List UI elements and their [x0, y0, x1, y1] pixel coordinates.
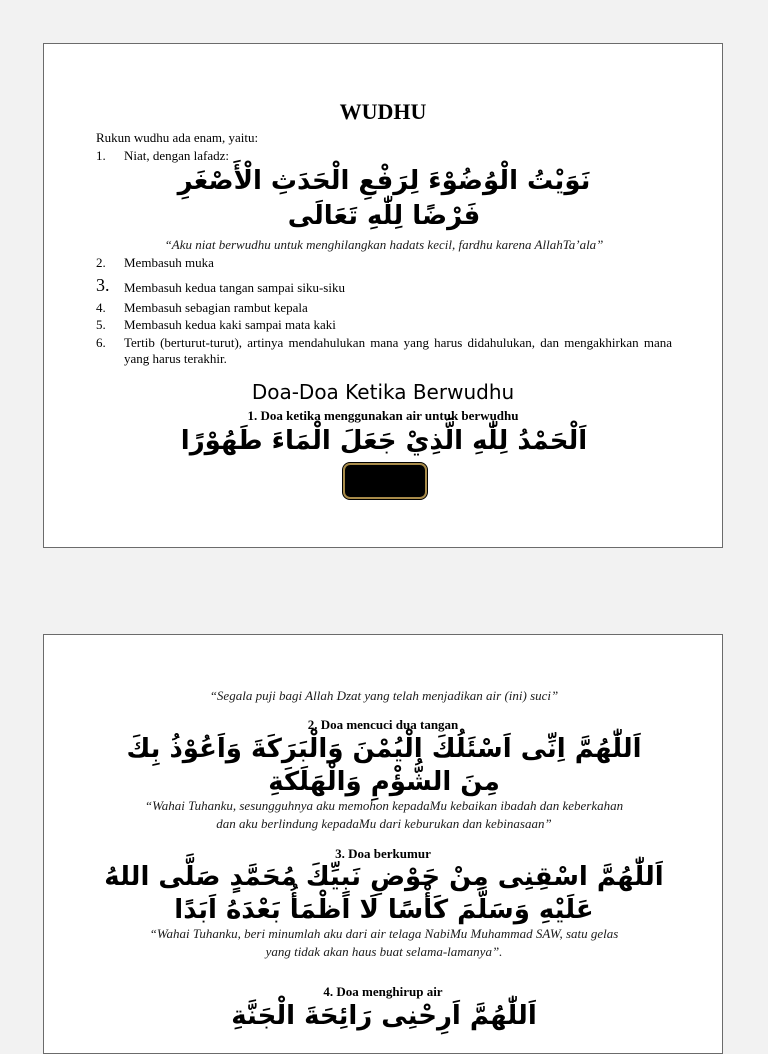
intro-text: Rukun wudhu ada enam, yaitu:: [96, 130, 259, 145]
doa-heading: 4. Doa menghirup air: [323, 984, 443, 999]
list-item-text: Tertib (berturut-turut), artinya mendahulukan mana yang harus didahulukan, dan mengakhirkan mana yang harus terakhir.: [124, 335, 672, 366]
doa3-translation-line-1: “Wahai Tuhanku, beri minumlah aku dari air telaga NabiMu Muhammad SAW, satu gelas: [149, 926, 619, 941]
page-title: WUDHU: [339, 99, 427, 124]
doa2-arabic-line-1: اَللّٰهُمَّ اِنِّى اَسْئَلُكَ الْيُمْنَ وَالْبَرَكَةَ وَاَعُوْذُ بِكَ: [126, 734, 642, 764]
list-item-number: 3.: [96, 275, 110, 295]
niat-translation: “Aku niat berwudhu untuk menghilangkan hadats kecil, fardhu karena AllahTa’ala”: [164, 237, 604, 252]
doa-heading: 3. Doa berkumur: [335, 846, 431, 861]
document-page-1: [43, 43, 723, 548]
list-item-text: Niat, dengan lafadz:: [124, 148, 230, 163]
list-item-number: 4.: [96, 300, 106, 315]
list-item-text: Membasuh sebagian rambut kepala: [124, 300, 308, 315]
section-title: Doa-Doa Ketika Berwudhu: [251, 380, 515, 404]
doa-heading: 1. Doa ketika menggunakan air untuk berwudhu: [247, 408, 519, 423]
list-item-text: Membasuh kedua tangan sampai siku-siku: [124, 280, 345, 295]
niat-arabic-line-1: نَوَيْتُ الْوُضُوْءَ لِرَفْعِ الْحَدَثِ الْأَصْغَرِ: [177, 166, 591, 196]
doa2-arabic-line-2: مِنَ الشُّؤْمِ وَالْهَلَكَةِ: [268, 767, 500, 797]
list-item-number: 1.: [96, 148, 106, 163]
list-item-text: Membasuh kedua kaki sampai mata kaki: [124, 317, 336, 332]
doa4-arabic-line-1: اَللّٰهُمَّ اَرِحْنِى رَائِحَةَ الْجَنَّةِ: [231, 1001, 537, 1031]
niat-arabic-line-2: فَرْضًا لِلّٰهِ تَعَالَى: [287, 201, 481, 231]
doa3-translation-line-2: yang tidak akan haus buat selama-lamanya”.: [265, 944, 503, 959]
doa2-translation-line-1: “Wahai Tuhanku, sesungguhnya aku memohon kepadaMu kebaikan ibadah dan keberkahan: [144, 798, 624, 813]
list-item: [96, 255, 672, 271]
doa1-translation: “Segala puji bagi Allah Dzat yang telah menjadikan air (ini) suci”: [209, 688, 559, 703]
list-item: [96, 317, 672, 333]
list-item: [96, 335, 672, 367]
list-item-number: 5.: [96, 317, 106, 332]
list-item: [96, 300, 672, 316]
document-page-2: [43, 634, 723, 1054]
list-item: [96, 148, 672, 164]
doa3-arabic-line-1: اَللّٰهُمَّ اسْقِنِى مِنْ حَوْضِ نَبِيِّكَ مُحَمَّدٍ صَلَّى اللهُ: [104, 862, 664, 892]
list-item-number: 6.: [96, 335, 106, 350]
list-item-number: 2.: [96, 255, 106, 270]
doa2-translation-line-2: dan aku berlindung kepadaMu dari keburukan dan kebinasaan”: [216, 816, 552, 831]
list-item: [96, 275, 672, 296]
list-item-text: Membasuh muka: [124, 255, 214, 270]
doa3-arabic-line-2: عَلَيْهِ وَسَلَّمَ كَأْسًا لَا اَظْمَأُ بَعْدَهُ اَبَدًا: [174, 895, 594, 925]
doa1-arabic: اَلْحَمْدُ لِلّٰهِ الَّذِيْ جَعَلَ الْمَاءَ طَهُوْرًا: [180, 426, 588, 456]
doa-heading: 2. Doa mencuci dua tangan: [307, 717, 459, 732]
redaction-box: [343, 463, 427, 499]
